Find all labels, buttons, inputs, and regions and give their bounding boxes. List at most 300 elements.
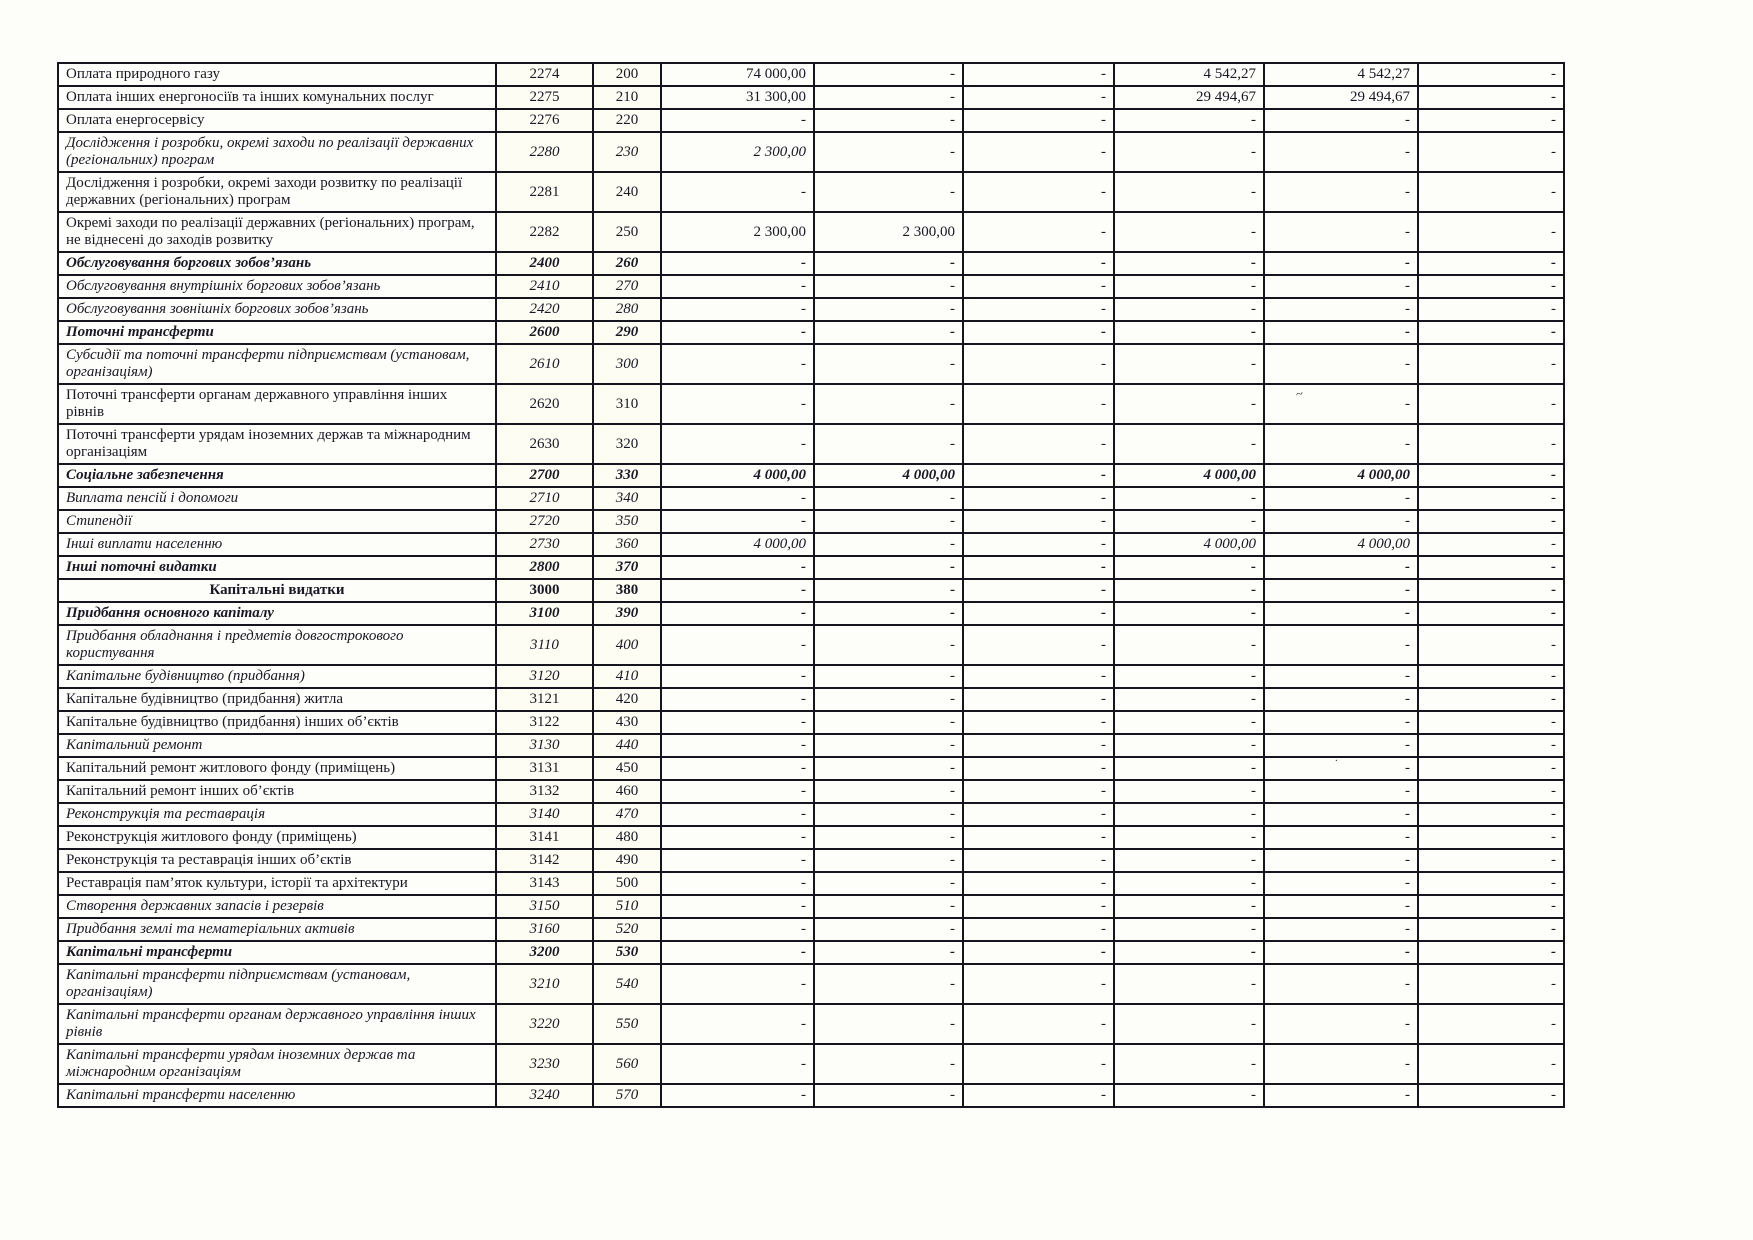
value-cell: - (814, 895, 963, 918)
value-cell: - (661, 321, 814, 344)
row-label-cell: Капітальні трансферти населенню (58, 1084, 496, 1107)
line-code-cell: 450 (593, 757, 661, 780)
value-cell: - (963, 711, 1114, 734)
row-label-cell: Капітальні видатки (58, 579, 496, 602)
code-cell: 3150 (496, 895, 593, 918)
value-cell: - (814, 625, 963, 665)
line-code-cell: 570 (593, 1084, 661, 1107)
row-label-cell: Капітальні трансферти (58, 941, 496, 964)
row-label-cell: Окремі заходи по реалізації державних (регіональних) програм, не віднесені до заходів розвитку (58, 212, 496, 252)
scan-artifact: ~ (1294, 385, 1305, 402)
value-cell: - (661, 964, 814, 1004)
value-cell: - (1418, 252, 1564, 275)
value-cell: - (1114, 275, 1264, 298)
line-code-cell: 270 (593, 275, 661, 298)
value-cell: - (1114, 964, 1264, 1004)
value-cell: - (1418, 849, 1564, 872)
code-cell: 3131 (496, 757, 593, 780)
value-cell: - (1114, 384, 1264, 424)
line-code-cell: 230 (593, 132, 661, 172)
value-cell: - (1418, 579, 1564, 602)
table-row (58, 803, 1564, 826)
value-cell: - (1264, 487, 1418, 510)
value-cell: - (1114, 1084, 1264, 1107)
row-label-cell: Поточні трансферти (58, 321, 496, 344)
value-cell: - (661, 275, 814, 298)
value-cell: - (963, 86, 1114, 109)
value-cell: - (1114, 734, 1264, 757)
value-cell: - (661, 780, 814, 803)
value-cell: - (1264, 941, 1418, 964)
value-cell: - (1264, 1044, 1418, 1084)
code-cell: 2281 (496, 172, 593, 212)
value-cell: - (1418, 1044, 1564, 1084)
value-cell: - (1264, 424, 1418, 464)
line-code-cell: 340 (593, 487, 661, 510)
value-cell: - (963, 625, 1114, 665)
code-cell: 3143 (496, 872, 593, 895)
code-cell: 2282 (496, 212, 593, 252)
code-cell: 3160 (496, 918, 593, 941)
value-cell: - (814, 533, 963, 556)
value-cell: - (963, 132, 1114, 172)
value-cell: - (661, 344, 814, 384)
value-cell: - (1418, 872, 1564, 895)
value-cell: 2 300,00 (661, 212, 814, 252)
value-cell: - (814, 688, 963, 711)
value-cell: - (1418, 510, 1564, 533)
row-label-cell: Дослідження і розробки, окремі заходи розвитку по реалізації державних (регіональних) програм (58, 172, 496, 212)
value-cell: - (1418, 826, 1564, 849)
code-cell: 2410 (496, 275, 593, 298)
table-row (58, 895, 1564, 918)
table-row (58, 1044, 1564, 1084)
table-row (58, 625, 1564, 665)
row-label-cell: Капітальне будівництво (придбання) житла (58, 688, 496, 711)
value-cell: - (1114, 132, 1264, 172)
value-cell: - (1418, 711, 1564, 734)
value-cell: - (1264, 688, 1418, 711)
budget-table (57, 62, 1565, 1108)
value-cell: - (661, 252, 814, 275)
table-row (58, 757, 1564, 780)
value-cell: - (963, 298, 1114, 321)
value-cell: - (1418, 487, 1564, 510)
value-cell: - (1264, 132, 1418, 172)
code-cell: 2730 (496, 533, 593, 556)
table-row (58, 464, 1564, 487)
value-cell: - (1264, 602, 1418, 625)
value-cell: - (1114, 252, 1264, 275)
table-row (58, 602, 1564, 625)
code-cell: 3100 (496, 602, 593, 625)
value-cell: - (661, 298, 814, 321)
table-row (58, 172, 1564, 212)
value-cell: - (661, 625, 814, 665)
line-code-cell: 540 (593, 964, 661, 1004)
value-cell: - (1114, 487, 1264, 510)
value-cell: - (963, 757, 1114, 780)
value-cell: - (661, 556, 814, 579)
code-cell: 3132 (496, 780, 593, 803)
value-cell: - (814, 132, 963, 172)
value-cell: - (1264, 510, 1418, 533)
line-code-cell: 520 (593, 918, 661, 941)
line-code-cell: 480 (593, 826, 661, 849)
line-code-cell: 210 (593, 86, 661, 109)
table-row (58, 384, 1564, 424)
line-code-cell: 400 (593, 625, 661, 665)
value-cell: - (814, 941, 963, 964)
row-label-cell: Створення державних запасів і резервів (58, 895, 496, 918)
line-code-cell: 530 (593, 941, 661, 964)
code-cell: 3120 (496, 665, 593, 688)
value-cell: - (963, 63, 1114, 86)
code-cell: 3141 (496, 826, 593, 849)
code-cell: 2800 (496, 556, 593, 579)
value-cell: - (1114, 109, 1264, 132)
value-cell: - (661, 1044, 814, 1084)
code-cell: 2620 (496, 384, 593, 424)
value-cell: - (963, 602, 1114, 625)
line-code-cell: 390 (593, 602, 661, 625)
value-cell: - (814, 344, 963, 384)
value-cell: - (814, 757, 963, 780)
table-row (58, 298, 1564, 321)
value-cell: - (661, 172, 814, 212)
value-cell: - (1264, 826, 1418, 849)
value-cell: - (814, 918, 963, 941)
value-cell: - (963, 533, 1114, 556)
line-code-cell: 510 (593, 895, 661, 918)
code-cell: 3121 (496, 688, 593, 711)
value-cell: - (1264, 711, 1418, 734)
value-cell: - (1114, 941, 1264, 964)
table-row (58, 849, 1564, 872)
value-cell: - (1264, 803, 1418, 826)
value-cell: 4 000,00 (661, 533, 814, 556)
value-cell: - (1264, 895, 1418, 918)
value-cell: - (1264, 298, 1418, 321)
value-cell: 74 000,00 (661, 63, 814, 86)
value-cell: - (1264, 579, 1418, 602)
code-cell: 3122 (496, 711, 593, 734)
table-row (58, 252, 1564, 275)
value-cell: - (963, 424, 1114, 464)
line-code-cell: 200 (593, 63, 661, 86)
table-row (58, 941, 1564, 964)
table-row (58, 487, 1564, 510)
code-cell: 3000 (496, 579, 593, 602)
value-cell: - (1114, 625, 1264, 665)
value-cell: - (1264, 212, 1418, 252)
value-cell: - (1418, 757, 1564, 780)
value-cell: - (1264, 172, 1418, 212)
value-cell: - (1418, 275, 1564, 298)
budget-table-body (58, 63, 1564, 1107)
value-cell: 4 000,00 (1264, 533, 1418, 556)
row-label-cell: Капітальні трансферти підприємствам (установам, організаціям) (58, 964, 496, 1004)
line-code-cell: 280 (593, 298, 661, 321)
value-cell: - (1418, 132, 1564, 172)
value-cell: - (1418, 625, 1564, 665)
row-label-cell: Придбання основного капіталу (58, 602, 496, 625)
value-cell: 29 494,67 (1264, 86, 1418, 109)
value-cell: 2 300,00 (814, 212, 963, 252)
value-cell: - (1418, 86, 1564, 109)
table-row (58, 711, 1564, 734)
value-cell: 4 542,27 (1114, 63, 1264, 86)
value-cell: 29 494,67 (1114, 86, 1264, 109)
value-cell: - (814, 872, 963, 895)
value-cell: - (1114, 895, 1264, 918)
row-label-cell: Оплата природного газу (58, 63, 496, 86)
line-code-cell: 370 (593, 556, 661, 579)
value-cell: - (661, 757, 814, 780)
value-cell: - (1114, 849, 1264, 872)
line-code-cell: 560 (593, 1044, 661, 1084)
code-cell: 2276 (496, 109, 593, 132)
value-cell: - (1264, 918, 1418, 941)
row-label-cell: Капітальний ремонт житлового фонду (приміщень) (58, 757, 496, 780)
line-code-cell: 500 (593, 872, 661, 895)
value-cell: - (814, 1004, 963, 1044)
value-cell: - (1418, 556, 1564, 579)
value-cell: - (1418, 688, 1564, 711)
value-cell: - (1418, 665, 1564, 688)
value-cell: - (1114, 298, 1264, 321)
value-cell: - (1264, 665, 1418, 688)
value-cell: - (814, 1044, 963, 1084)
code-cell: 2700 (496, 464, 593, 487)
value-cell: - (963, 510, 1114, 533)
row-label-cell: Реконструкція та реставрація (58, 803, 496, 826)
value-cell: - (661, 711, 814, 734)
row-label-cell: Реконструкція та реставрація інших об’єктів (58, 849, 496, 872)
value-cell: - (1114, 321, 1264, 344)
table-row (58, 665, 1564, 688)
line-code-cell: 360 (593, 533, 661, 556)
value-cell: - (1418, 321, 1564, 344)
table-row (58, 688, 1564, 711)
value-cell: - (1114, 344, 1264, 384)
value-cell: - (814, 321, 963, 344)
value-cell: - (661, 872, 814, 895)
value-cell: - (963, 941, 1114, 964)
value-cell: - (1114, 780, 1264, 803)
value-cell: - (1418, 780, 1564, 803)
value-cell: - (1114, 872, 1264, 895)
value-cell: - (1418, 63, 1564, 86)
value-cell: - (1264, 275, 1418, 298)
value-cell: - (963, 734, 1114, 757)
value-cell: - (963, 826, 1114, 849)
value-cell: - (1418, 1084, 1564, 1107)
row-label-cell: Реконструкція житлового фонду (приміщень) (58, 826, 496, 849)
value-cell: - (814, 602, 963, 625)
line-code-cell: 430 (593, 711, 661, 734)
line-code-cell: 460 (593, 780, 661, 803)
value-cell: - (963, 849, 1114, 872)
line-code-cell: 420 (593, 688, 661, 711)
code-cell: 3110 (496, 625, 593, 665)
value-cell: - (814, 780, 963, 803)
value-cell: - (1114, 510, 1264, 533)
code-cell: 3230 (496, 1044, 593, 1084)
value-cell: - (814, 803, 963, 826)
value-cell: - (814, 711, 963, 734)
value-cell: - (1114, 556, 1264, 579)
table-row (58, 109, 1564, 132)
value-cell: - (661, 487, 814, 510)
code-cell: 2600 (496, 321, 593, 344)
row-label-cell: Оплата інших енергоносіїв та інших комунальних послуг (58, 86, 496, 109)
value-cell: - (963, 665, 1114, 688)
code-cell: 3130 (496, 734, 593, 757)
value-cell: - (963, 487, 1114, 510)
value-cell: - (1114, 918, 1264, 941)
value-cell: - (1264, 384, 1418, 424)
line-code-cell: 330 (593, 464, 661, 487)
value-cell: - (661, 1084, 814, 1107)
value-cell: - (661, 510, 814, 533)
value-cell: - (1418, 212, 1564, 252)
value-cell: - (1114, 688, 1264, 711)
value-cell: - (1114, 803, 1264, 826)
value-cell: - (1114, 1044, 1264, 1084)
value-cell: - (1114, 212, 1264, 252)
value-cell: - (1418, 424, 1564, 464)
value-cell: - (1418, 533, 1564, 556)
code-cell: 2630 (496, 424, 593, 464)
table-row (58, 212, 1564, 252)
value-cell: - (963, 1084, 1114, 1107)
table-row (58, 424, 1564, 464)
value-cell: - (963, 556, 1114, 579)
line-code-cell: 490 (593, 849, 661, 872)
code-cell: 2280 (496, 132, 593, 172)
row-label-cell: Соціальне забезпечення (58, 464, 496, 487)
row-label-cell: Поточні трансферти органам державного управління інших рівнів (58, 384, 496, 424)
value-cell: - (814, 579, 963, 602)
table-row (58, 964, 1564, 1004)
value-cell: - (814, 275, 963, 298)
value-cell: - (1114, 172, 1264, 212)
value-cell: - (1264, 964, 1418, 1004)
table-row (58, 1004, 1564, 1044)
line-code-cell: 290 (593, 321, 661, 344)
value-cell: - (1264, 872, 1418, 895)
value-cell: - (963, 384, 1114, 424)
value-cell: - (1418, 602, 1564, 625)
code-cell: 2420 (496, 298, 593, 321)
value-cell: - (1418, 464, 1564, 487)
code-cell: 3220 (496, 1004, 593, 1044)
value-cell: - (1114, 424, 1264, 464)
row-label-cell: Капітальні трансферти органам державного управління інших рівнів (58, 1004, 496, 1044)
value-cell: - (661, 941, 814, 964)
value-cell: - (963, 252, 1114, 275)
value-cell: - (661, 918, 814, 941)
line-code-cell: 550 (593, 1004, 661, 1044)
line-code-cell: 320 (593, 424, 661, 464)
table-row (58, 275, 1564, 298)
table-row (58, 579, 1564, 602)
value-cell: - (1418, 918, 1564, 941)
row-label-cell: Реставрація пам’яток культури, історії та архітектури (58, 872, 496, 895)
code-cell: 3200 (496, 941, 593, 964)
row-label-cell: Капітальне будівництво (придбання) інших об’єктів (58, 711, 496, 734)
table-row (58, 533, 1564, 556)
value-cell: - (963, 1004, 1114, 1044)
value-cell: - (661, 579, 814, 602)
value-cell: - (963, 344, 1114, 384)
code-cell: 2274 (496, 63, 593, 86)
value-cell: - (661, 109, 814, 132)
value-cell: - (1114, 665, 1264, 688)
value-cell: - (661, 1004, 814, 1044)
table-row (58, 734, 1564, 757)
row-label-cell: Придбання обладнання і предметів довгострокового користування (58, 625, 496, 665)
value-cell: 2 300,00 (661, 132, 814, 172)
line-code-cell: 410 (593, 665, 661, 688)
value-cell: - (814, 298, 963, 321)
value-cell: - (1264, 1084, 1418, 1107)
row-label-cell: Обслуговування внутрішніх боргових зобов’язань (58, 275, 496, 298)
value-cell: - (814, 1084, 963, 1107)
value-cell: - (814, 86, 963, 109)
value-cell: - (814, 734, 963, 757)
value-cell: - (1418, 172, 1564, 212)
row-label-cell: Обслуговування зовнішніх боргових зобов’язань (58, 298, 496, 321)
value-cell: - (963, 275, 1114, 298)
value-cell: - (661, 602, 814, 625)
code-cell: 3142 (496, 849, 593, 872)
value-cell: - (661, 688, 814, 711)
value-cell: - (1264, 757, 1418, 780)
table-row (58, 344, 1564, 384)
table-row (58, 86, 1564, 109)
code-cell: 2400 (496, 252, 593, 275)
value-cell: - (1264, 780, 1418, 803)
value-cell: 4 000,00 (661, 464, 814, 487)
value-cell: 4 000,00 (1114, 464, 1264, 487)
value-cell: - (1418, 941, 1564, 964)
value-cell: - (963, 172, 1114, 212)
row-label-cell: Інші поточні видатки (58, 556, 496, 579)
value-cell: - (814, 252, 963, 275)
value-cell: - (814, 172, 963, 212)
value-cell: 4 000,00 (1264, 464, 1418, 487)
row-label-cell: Придбання землі та нематеріальних активів (58, 918, 496, 941)
value-cell: - (1114, 1004, 1264, 1044)
value-cell: - (814, 109, 963, 132)
line-code-cell: 310 (593, 384, 661, 424)
code-cell: 2720 (496, 510, 593, 533)
table-row (58, 918, 1564, 941)
value-cell: - (963, 895, 1114, 918)
code-cell: 3240 (496, 1084, 593, 1107)
value-cell: - (661, 803, 814, 826)
line-code-cell: 260 (593, 252, 661, 275)
value-cell: - (814, 556, 963, 579)
line-code-cell: 240 (593, 172, 661, 212)
table-row (58, 63, 1564, 86)
line-code-cell: 470 (593, 803, 661, 826)
value-cell: 4 542,27 (1264, 63, 1418, 86)
value-cell: - (963, 212, 1114, 252)
value-cell: - (814, 487, 963, 510)
